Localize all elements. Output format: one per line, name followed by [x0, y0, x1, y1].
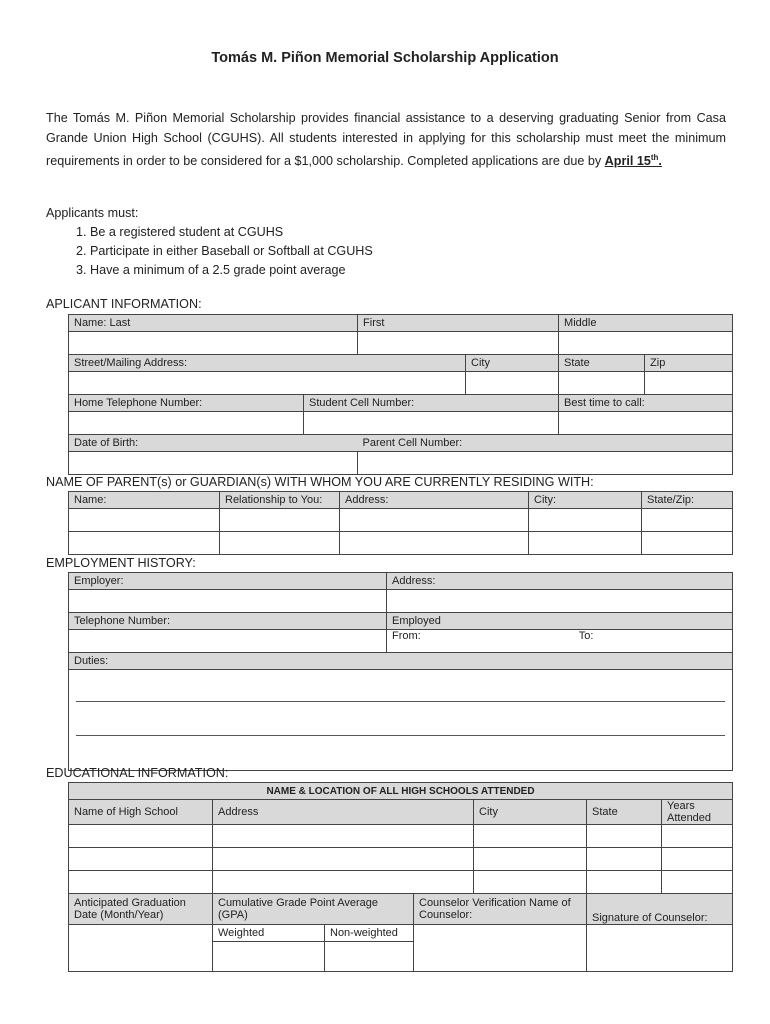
nonweighted-label: Non-weighted [325, 925, 414, 942]
requirement-item: 2. Participate in either Baseball or Softball at CGUHS [90, 242, 373, 261]
grad-date-label: Anticipated Graduation Date (Month/Year) [69, 894, 213, 925]
weighted-label: Weighted [213, 925, 325, 942]
counselor-name-field[interactable] [414, 925, 587, 972]
school-state-field[interactable] [587, 848, 662, 871]
education-heading: EDUCATIONAL INFORMATION: [46, 766, 229, 780]
page-title: Tomás M. Piñon Memorial Scholarship Application [211, 50, 559, 66]
school-state-field[interactable] [587, 871, 662, 894]
zip-label: Zip [645, 355, 733, 372]
school-name-field[interactable] [69, 871, 213, 894]
requirement-item: 1. Be a registered student at CGUHS [90, 223, 373, 242]
relationship-field[interactable] [220, 532, 340, 555]
school-name-field[interactable] [69, 848, 213, 871]
school-address-field[interactable] [213, 871, 474, 894]
street-field[interactable] [69, 372, 466, 395]
school-city-label: City [474, 800, 587, 825]
cell-label: Student Cell Number: [304, 395, 559, 412]
schools-table-title: NAME & LOCATION OF ALL HIGH SCHOOLS ATTENDED [69, 783, 733, 800]
zip-field[interactable] [645, 372, 733, 395]
school-state-label: State [587, 800, 662, 825]
requirement-item: 3. Have a minimum of a 2.5 grade point average [90, 261, 373, 280]
intro-paragraph [46, 108, 726, 171]
first-name-field[interactable] [358, 332, 559, 355]
state-label: State [559, 355, 645, 372]
best-time-label: Best time to call: [559, 395, 733, 412]
last-name-field[interactable] [69, 332, 358, 355]
duties-line [76, 676, 725, 702]
cell-field[interactable] [304, 412, 559, 435]
city-field[interactable] [466, 372, 559, 395]
requirements [46, 204, 373, 280]
from-label: From: [392, 630, 421, 642]
parent-name-label: Name: [69, 492, 220, 509]
school-name-label: Name of High School [69, 800, 213, 825]
name-last-label: Name: Last [69, 315, 358, 332]
school-address-label: Address [213, 800, 474, 825]
relationship-field[interactable] [220, 509, 340, 532]
years-attended-field[interactable] [662, 825, 733, 848]
applicant-table [68, 314, 733, 475]
street-label: Street/Mailing Address: [69, 355, 466, 372]
parents-heading: NAME OF PARENT(s) or GUARDIAN(s) WITH WHOM YOU ARE CURRENTLY RESIDING WITH: [46, 475, 594, 489]
intro-text: The Tomás M. Piñon Memorial Scholarship provides financial assistance to a deserving graduating Senior from Casa Grande Union High School (CGUHS). All students interested in applying for this scholarship must meet the minimum requirements in order to be considered for a $1,000 scholarship. Completed applications are due by [46, 111, 726, 169]
weighted-gpa-field[interactable] [213, 942, 325, 972]
home-phone-field[interactable] [69, 412, 304, 435]
parent-state-zip-field[interactable] [642, 532, 733, 555]
employer-address-field[interactable] [387, 590, 733, 613]
school-address-field[interactable] [213, 825, 474, 848]
employer-phone-label: Telephone Number: [69, 613, 387, 630]
grad-date-field[interactable] [69, 925, 213, 972]
school-city-field[interactable] [474, 825, 587, 848]
employer-field[interactable] [69, 590, 387, 613]
duties-field[interactable] [69, 670, 733, 771]
parent-address-label: Address: [340, 492, 529, 509]
employment-table [68, 572, 733, 771]
years-attended-field[interactable] [662, 848, 733, 871]
due-date: April 15th. [604, 153, 662, 169]
to-label: To: [578, 630, 594, 642]
parent-state-zip-label: State/Zip: [642, 492, 733, 509]
employed-dates[interactable] [387, 630, 733, 653]
parent-city-field[interactable] [529, 509, 642, 532]
nonweighted-gpa-field[interactable] [325, 942, 414, 972]
parent-city-field[interactable] [529, 532, 642, 555]
school-city-field[interactable] [474, 848, 587, 871]
parent-city-label: City: [529, 492, 642, 509]
years-attended-field[interactable] [662, 871, 733, 894]
parent-address-field[interactable] [340, 509, 529, 532]
school-state-field[interactable] [587, 825, 662, 848]
employer-phone-field[interactable] [69, 630, 387, 653]
employer-address-label: Address: [387, 573, 733, 590]
school-city-field[interactable] [474, 871, 587, 894]
counselor-signature-label: Signature of Counselor: [587, 894, 733, 925]
employed-label: Employed [387, 613, 733, 630]
name-first-label: First [358, 315, 559, 332]
home-phone-label: Home Telephone Number: [69, 395, 304, 412]
requirements-heading: Applicants must: [46, 206, 139, 220]
parent-cell-field[interactable] [358, 452, 733, 475]
counselor-name-label: Counselor Verification Name of Counselor: [414, 894, 587, 925]
employment-heading: EMPLOYMENT HISTORY: [46, 556, 196, 570]
education-table [68, 782, 733, 972]
applicant-heading: APLICANT INFORMATION: [46, 297, 202, 311]
duties-label: Duties: [69, 653, 733, 670]
name-middle-label: Middle [559, 315, 733, 332]
parent-name-field[interactable] [69, 509, 220, 532]
counselor-signature-field[interactable] [587, 925, 733, 972]
parent-name-field[interactable] [69, 532, 220, 555]
relationship-label: Relationship to You: [220, 492, 340, 509]
dob-field[interactable] [69, 452, 358, 475]
city-label: City [466, 355, 559, 372]
years-attended-label: Years Attended [662, 800, 733, 825]
middle-name-field[interactable] [559, 332, 733, 355]
school-name-field[interactable] [69, 825, 213, 848]
parent-state-zip-field[interactable] [642, 509, 733, 532]
gpa-label: Cumulative Grade Point Average (GPA) [213, 894, 414, 925]
employer-label: Employer: [69, 573, 387, 590]
best-time-field[interactable] [559, 412, 733, 435]
parents-table [68, 491, 733, 555]
school-address-field[interactable] [213, 848, 474, 871]
parent-address-field[interactable] [340, 532, 529, 555]
parent-cell-label: Parent Cell Number: [358, 435, 733, 452]
dob-label: Date of Birth: [69, 435, 358, 452]
duties-line [76, 710, 725, 736]
state-field[interactable] [559, 372, 645, 395]
